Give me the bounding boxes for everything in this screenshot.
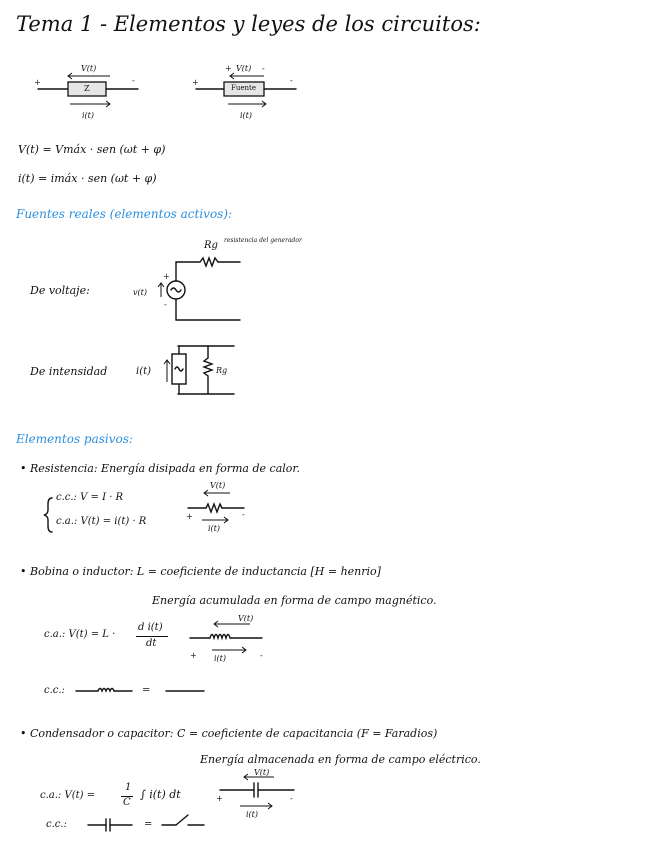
plus-sign: + (190, 651, 197, 660)
section-heading-fuentes: Fuentes reales (elementos activos): (16, 207, 233, 221)
voltage-source-label: De voltaje: (30, 284, 90, 297)
fraction-bar (136, 636, 168, 637)
resistencia-dc: c.c.: V = I · R (56, 492, 124, 503)
equals-sign: = (142, 685, 151, 696)
resistencia-title: • Resistencia: Energía disipada en forma de calor. (20, 462, 300, 475)
bobina-frac-num: d i(t) (138, 622, 163, 633)
condensador-energy: Energía almacenada en forma de campo eléctrico. (200, 753, 481, 766)
capacitor-i-label: i(t) (246, 810, 259, 819)
condensador-title: • Condensador o capacitor: C = coeficiente de capacitancia (F = Faradios) (20, 727, 438, 740)
current-equation: i(t) = imáx · sen (ωt + φ) (18, 172, 157, 185)
minus-sign: - (260, 651, 263, 660)
current-source-label: De intensidad (30, 365, 108, 378)
inductor-i-label: i(t) (214, 654, 227, 663)
current-label: i(t) (240, 111, 253, 120)
z-label: Z (84, 84, 90, 93)
section-heading-pasivos: Elementos pasivos: (16, 432, 133, 446)
current-source-i: i(t) (136, 366, 152, 377)
minus-sign: - (164, 300, 167, 309)
plus-sign: + (163, 272, 170, 281)
minus-sign: - (132, 76, 135, 85)
resistor-v-label: V(t) (210, 481, 226, 490)
plus-sign: + (225, 64, 232, 73)
bobina-ac-prefix: c.a.: V(t) = L · (44, 629, 116, 640)
rg-label: Rg (204, 240, 218, 251)
resistor-symbol (188, 490, 244, 523)
fuente-label: Fuente (231, 84, 256, 92)
minus-sign: - (242, 510, 245, 519)
brace (44, 498, 52, 532)
condensador-dc-label: c.c.: (46, 819, 67, 830)
condensador-integral: ∫ i(t) dt (140, 788, 181, 801)
plus-sign: + (216, 794, 223, 803)
resistor-i-label: i(t) (208, 524, 221, 533)
voltage-equation: V(t) = Vmáx · sen (ωt + φ) (18, 143, 166, 156)
page-title: Tema 1 - Elementos y leyes de los circuitos: (16, 12, 481, 36)
voltage-label: V(t) (236, 64, 252, 73)
voltage-source-v: v(t) (133, 288, 147, 297)
bobina-energy: Energía acumulada en forma de campo magnético. (152, 594, 437, 607)
minus-sign: - (290, 794, 293, 803)
equals-sign: = (144, 819, 153, 830)
voltage-label: V(t) (81, 64, 97, 73)
condensador-frac-num: 1 (125, 782, 132, 793)
minus-sign: - (262, 64, 265, 73)
bobina-frac-den: dt (146, 638, 157, 649)
plus-sign: + (34, 78, 41, 87)
plus-sign: + (192, 78, 199, 87)
inductor-symbol (190, 621, 262, 653)
resistencia-ac: c.a.: V(t) = i(t) · R (56, 516, 147, 527)
current-label: i(t) (82, 111, 95, 120)
capacitor-symbol (220, 774, 294, 809)
voltage-source-circuit (158, 258, 240, 320)
inductor-dc-equivalence (76, 689, 204, 692)
minus-sign: - (290, 76, 293, 85)
plus-sign: + (186, 512, 193, 521)
bobina-title: • Bobina o inductor: L = coeficiente de inductancia [H = henrio] (20, 565, 381, 578)
condensador-frac-den: C (123, 797, 131, 808)
inductor-v-label: V(t) (238, 614, 254, 623)
bobina-dc-label: c.c.: (44, 685, 65, 696)
rg-label-parallel: Rg (216, 366, 228, 375)
capacitor-v-label: V(t) (254, 768, 270, 777)
rg-note: resistencia del generador (224, 237, 302, 244)
condensador-ac-prefix: c.a.: V(t) = (40, 790, 96, 801)
